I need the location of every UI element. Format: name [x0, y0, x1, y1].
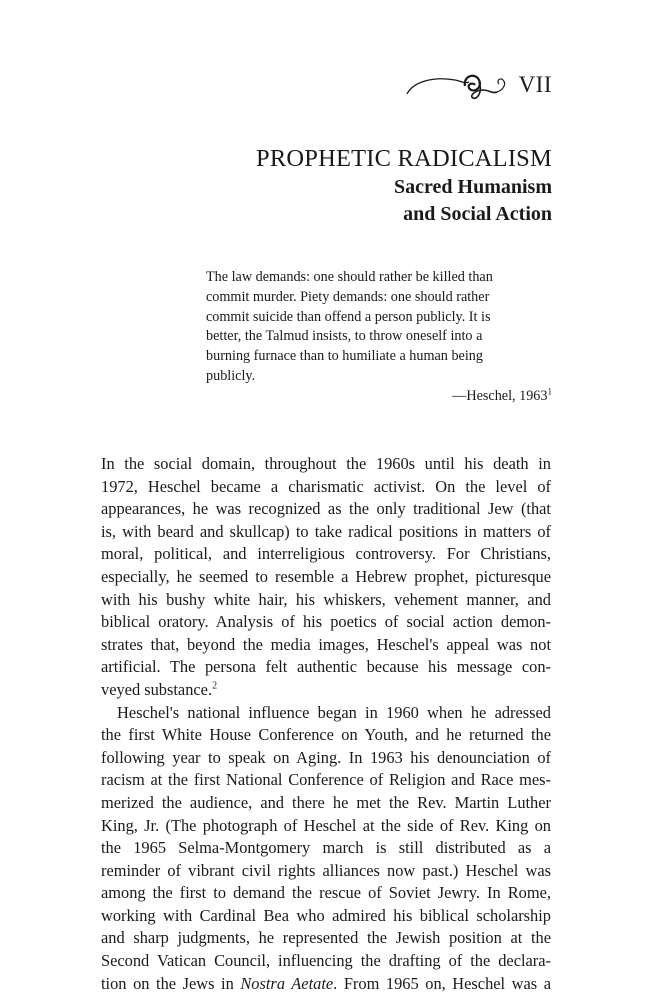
- body-line: among the first to demand the rescue of Soviet Jewry. In Rome,: [101, 883, 551, 903]
- body-text: [101, 453, 551, 995]
- body-line: with his bushy white hair, his whiskers, vehement manner, and: [101, 589, 551, 609]
- body-line: In the social domain, throughout the 1960s until his death in: [101, 454, 551, 473]
- flourish-ornament-icon: [403, 68, 511, 102]
- chapter-number: VII: [518, 72, 552, 97]
- body-line-text: tion on the Jews in: [101, 973, 241, 993]
- chapter-title-block: [256, 144, 552, 228]
- body-line: the 1965 Selma-Montgomery march is still distributed as a: [101, 838, 551, 858]
- body-line: moral, political, and interreligious controversy. For Christians,: [101, 544, 551, 564]
- footnote-ref: 1: [547, 386, 552, 397]
- body-line: the first White House Conference on Youth, and he returned the: [101, 725, 551, 745]
- body-line: biblical oratory. Analysis of his poetics of social action demon-: [101, 612, 551, 632]
- body-line: merized the audience, and there he met the Rev. Martin Luther: [101, 792, 551, 812]
- body-line: artificial. The persona felt authentic because his message con-: [101, 657, 551, 677]
- body-line: 1972, Heschel became a charismatic activist. On the level of: [101, 476, 551, 496]
- attribution-text: —Heschel, 1963: [452, 387, 548, 404]
- body-line: strates that, beyond the media images, Heschel's appeal was not: [101, 634, 551, 654]
- body-line: [101, 679, 551, 702]
- body-line: Heschel's national influence began in 1960 when he adressed: [117, 702, 551, 722]
- epigraph-line: better, the Talmud insists, to throw oneself into a: [206, 328, 483, 345]
- epigraph-line: commit murder. Piety demands: one should rather: [206, 288, 490, 305]
- body-line: appearances, he was recognized as the only traditional Jew (that: [101, 499, 551, 519]
- body-line: is, with beard and skullcap) to take radical positions in matters of: [101, 521, 551, 541]
- footnote-ref: 2: [212, 680, 218, 692]
- body-line-text: . From 1965 on, Heschel was a: [333, 973, 551, 993]
- epigraph-line: The law demands: one should rather be killed than: [206, 269, 493, 285]
- chapter-header: [403, 68, 552, 102]
- body-line: racism at the first National Conference of Religion and Race mes-: [101, 770, 551, 790]
- body-line: Second Vatican Council, influencing the drafting of the declara-: [101, 951, 551, 971]
- epigraph: [206, 268, 552, 407]
- body-line: [101, 973, 551, 995]
- body-line: especially, he seemed to resemble a Hebrew prophet, picturesque: [101, 566, 551, 586]
- body-line: reminder of vibrant civil rights alliances now past.) Heschel was: [101, 860, 551, 880]
- body-line: King, Jr. (The photograph of Heschel at the side of Rev. King on: [101, 815, 551, 835]
- epigraph-attribution: [206, 387, 552, 407]
- body-line: and sharp judgments, he represented the Jewish position at the: [101, 928, 551, 948]
- chapter-title: PROPHETIC RADICALISM: [256, 145, 552, 172]
- chapter-subtitle-line-2: and Social Action: [403, 203, 552, 225]
- epigraph-line: burning furnace than to humiliate a human being: [206, 348, 483, 365]
- body-line-text: veyed substance.: [101, 679, 213, 699]
- epigraph-line: commit suicide than offend a person publicly. It is: [206, 308, 491, 325]
- epigraph-line: publicly.: [206, 367, 256, 384]
- body-line: working with Cardinal Bea who admired his biblical scholarship: [101, 905, 551, 925]
- body-line: following year to speak on Aging. In 1963 his denounciation of: [101, 747, 551, 767]
- chapter-subtitle-line-1: Sacred Humanism: [394, 176, 552, 198]
- italic-title: Nostra Aetate: [240, 973, 334, 993]
